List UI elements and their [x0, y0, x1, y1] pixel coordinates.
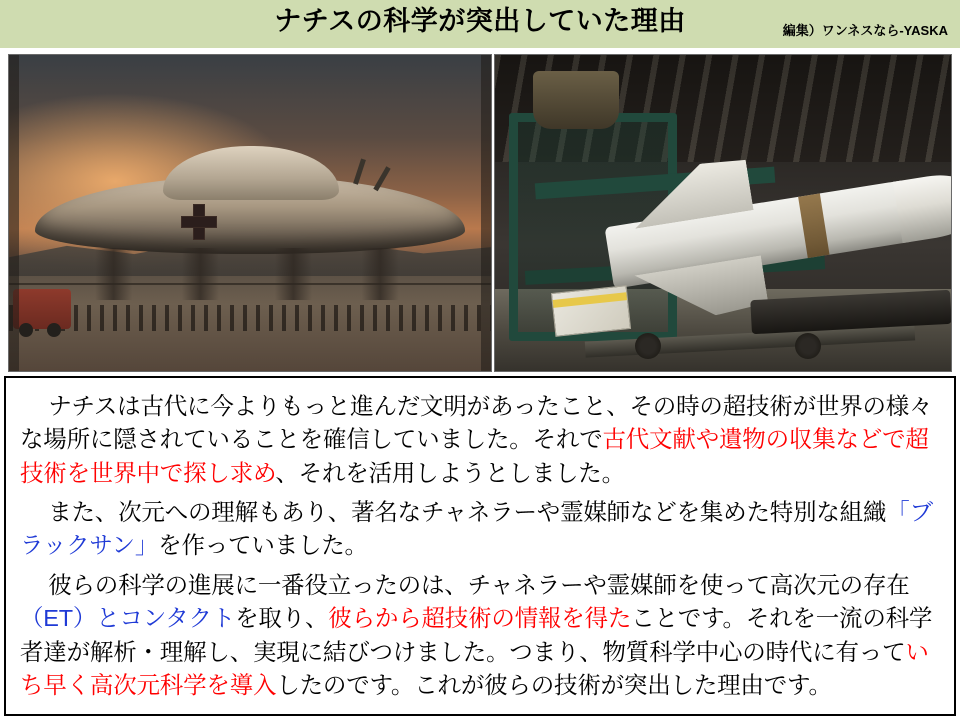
placard-highlight: [553, 292, 627, 308]
paragraph-2: [20, 496, 940, 563]
cart-wheel: [795, 333, 821, 359]
text-run-black: 彼らの科学の進展に一番役立ったのは、チャネラーや霊媒師を使って高次元の存在: [48, 571, 910, 598]
text-run-black: を作っていました。: [158, 532, 368, 559]
image-row: [8, 54, 952, 372]
text-run-blue: 「ブラックサン」: [20, 499, 933, 559]
text-run-black: ナチスは古代に今よりもっと進んだ文明があったこと、その時の超技術が世界の様々な場所に隠されていることを確信していました。それで: [20, 393, 933, 453]
text-run-black: ことです。それを一流の科学者達が解析・理解し、実現に結びつけました。つまり、物質科学中心の時代に有って: [20, 605, 933, 665]
v2-rocket-museum-photo: [494, 54, 952, 372]
exhibit-placard: [551, 285, 631, 337]
text-run-black: 、それを活用しようとしました。: [275, 459, 625, 486]
editor-credit: 編集）ワンネスなら-YASKA: [782, 23, 948, 38]
rocket-nose-cone: [893, 168, 952, 243]
cart-wheel: [635, 333, 661, 359]
text-run-black: また、次元への理解もあり、著名なチャネラーや霊媒師などを集めた特別な組織: [48, 499, 887, 526]
page-title: ナチスの科学が突出していた理由: [274, 6, 686, 36]
nazi-flying-saucer-photo: [8, 54, 492, 372]
body-text-box: [4, 376, 956, 716]
text-run-red: 古代文献や遺物の収集などで超技術を世界中で探し求め: [20, 426, 929, 486]
slide-header: [0, 0, 960, 50]
text-run-red: いち早く高次元科学を導入: [20, 638, 929, 698]
text-run-black: したのです。これが彼らの技術が突出した理由です。: [276, 671, 832, 698]
text-run-red: 彼らから超技術の情報を得た: [328, 605, 632, 632]
paragraph-1: [20, 390, 940, 490]
paragraph-3: [20, 569, 940, 702]
text-run-black: を取り、: [235, 605, 329, 632]
hangar-frame: [9, 55, 491, 371]
engine-nozzle: [533, 71, 619, 129]
text-run-blue: （ET）とコンタクト: [20, 605, 236, 632]
